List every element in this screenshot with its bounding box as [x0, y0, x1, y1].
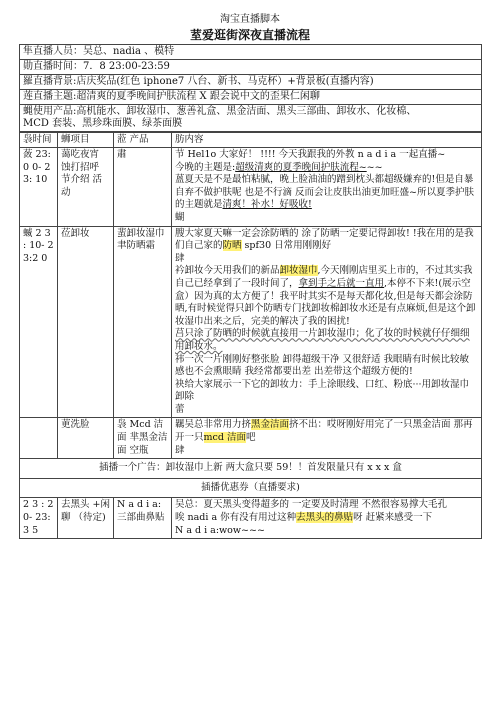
- cell-item: 莄洗脸: [58, 418, 114, 459]
- cell-content: 羈吴总非常用力挤黑金洁面挤不出：哎呀刚好用完了一只黑金洁面 那再开一只mcd 洁面吧 肆: [172, 418, 482, 459]
- info-anchor: 隼直播人员：吴总、nadia 、模特: [19, 44, 482, 60]
- info-block: [19, 44, 482, 132]
- insert-ad: 插播一个广告：卸妆湿巾上新 两大盒只要 59！！首发限量只有 x x x 盒: [20, 459, 482, 479]
- cell-product: 肅: [114, 148, 172, 227]
- cell-item: 莅卸妆: [58, 226, 114, 418]
- info-theme: 莲直播主题:超清爽的夏季晚间护肤流程 X 跟会说中文的歪果仁闲聊: [19, 90, 482, 105]
- table-row: [20, 498, 482, 539]
- cell-product: 蜚卸妆湿巾 聿防晒霜: [114, 226, 172, 418]
- document-title: 荎爱逛街深夜直播流程: [189, 28, 310, 42]
- header-content: 肪内容: [172, 133, 482, 148]
- cell-content: 吴总：夏天黑头变得超多的 一定要及时清理 不然很容易撑大毛孔 唉 nadi a 你有没有用过这种去黑头的鼻贴呀 赶紧来感受一下 N a d i a:wow~~~: [172, 498, 482, 539]
- insert-coupon: 插播优惠券（直播要求): [20, 478, 482, 498]
- cell-content: 膄大家夏天嘛一定会涂防晒的 涂了防晒一定要记得卸妆! !我在用的是我们自己家的防晒 spf30 日常用刚刚好 肆 衿卸妆今天用我们的新品卸妆湿巾,今天刚刚店里买上市的，不过其实我自己已经拿到了一段时间了，拿到手之后就一直用,本停不下来!(展示空盒）因为真的太方便了！我平时其实不是每天都化妆,但是每天都会涂防晒,有时候觉得只卸个防晒专门找卸妆棉卸妆水还是有点麻烦,但是这个卸妆湿巾出来之后，完美的解决了我的困扰! 莒只涂了防晒的时候就直接用一片卸妆湿巾；化了妆的时候就仔仔细细用卸妆水。 祎一次一片刚刚好整张脸 卸得超级干净 又很舒适 我眼睛有时候比较敏感也不会熏眼睛 我经常都要出差 出差带这个超级方便的! 袂给大家展示一下它的卸妆力：手上涂眼线、口红、粉底···用卸妆湿巾卸除 蕾: [172, 226, 482, 418]
- cell-time: 蝛 2 3 : 10- 23:2 0: [20, 226, 58, 418]
- cell-product: N a d i a:三部曲鼻贴: [114, 498, 172, 539]
- table-header-row: [20, 133, 482, 148]
- cell-item: 蔼吃夜宵 蚀打招呼 节介绍 活动: [58, 148, 114, 227]
- document-body: [19, 44, 482, 539]
- info-time: 勋直播时间：7．8 23:00-23:59: [19, 60, 482, 75]
- table-row: [20, 226, 482, 418]
- table-row-insert-coupon: [20, 478, 482, 498]
- header-product: 蒞 产品: [114, 133, 172, 148]
- schedule-table: [19, 132, 482, 539]
- table-row: [20, 148, 482, 227]
- cell-item: 去黑头 +闲聊 （待定): [58, 498, 114, 539]
- info-background: 羅直播背景:店庆奖品(红色 iphone7 八台、新书、马克杯）+背景板(直播内容): [19, 75, 482, 90]
- info-products: 蝿使用产品:高机能水、卸妆湿巾、葱善礼盒、黑金洁面、黑头三部曲、卸妆水、化妆棉、 MCD 套装、黑珍珠面膜、绿茶面膜: [19, 105, 482, 132]
- cell-content: 节 Hel1o 大家好！ !!!! 今天我跟我的外教 n a d i a 一起直播~ 今晚的主题是:超级清爽的夏季晚间护肤流程~~~ 蒕夏天是不是最怕粘腻，晚上脸油油的蹭到枕头都超级嫌弃的!但是自暴自弃不做护肤呢 也是不行滴 反而会让皮肤出油更加旺盛~所以夏季护肤的主题就是清爽！补水！好吸收! 蝴: [172, 148, 482, 227]
- cell-product: 袅 Mcd 洁面 芈黑金洁面 空瓶: [114, 418, 172, 459]
- cell-time: 2 3 : 20- 23:3 5: [20, 498, 58, 539]
- table-row-insert-ad: [20, 459, 482, 479]
- header-time: 袅时间: [20, 133, 58, 148]
- cell-time: 蔹 23:0 0- 23: 10: [20, 148, 58, 227]
- table-row: [20, 418, 482, 459]
- document-header: 淘宝直播脚本: [220, 14, 280, 25]
- header-item: 蛳项目: [58, 133, 114, 148]
- cell-time: [20, 418, 58, 459]
